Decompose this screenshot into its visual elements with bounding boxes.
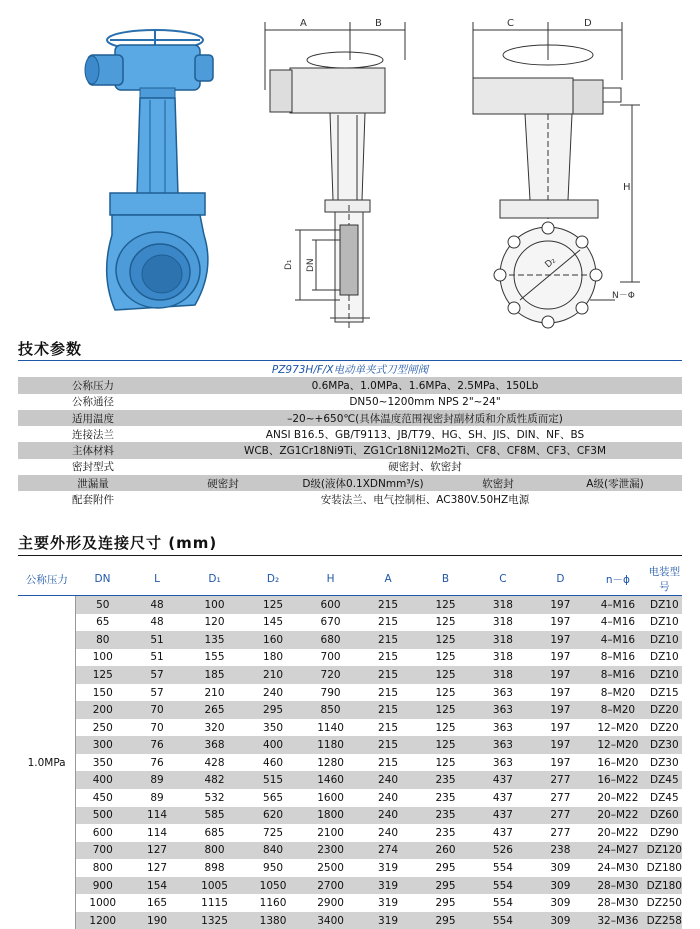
dim-label-b: B (375, 18, 382, 29)
table-cell: 125 (417, 596, 474, 614)
table-cell: 277 (532, 824, 589, 842)
table-cell: 125 (417, 631, 474, 649)
table-cell: 215 (359, 649, 416, 667)
table-cell: 89 (129, 771, 184, 789)
table-cell: 70 (129, 719, 184, 737)
table-cell: 80 (76, 631, 130, 649)
table-row (18, 649, 682, 667)
table-cell: 318 (474, 649, 531, 667)
table-cell: 197 (532, 701, 589, 719)
table-cell: 319 (359, 859, 416, 877)
table-cell: 260 (417, 842, 474, 860)
table-cell: 274 (359, 842, 416, 860)
table-cell: 428 (185, 754, 245, 772)
table-cell: 48 (129, 614, 184, 632)
table-cell: 114 (129, 807, 184, 825)
table-cell: 57 (129, 666, 184, 684)
table-cell: 210 (244, 666, 302, 684)
table-cell: 840 (244, 842, 302, 860)
table-cell: 363 (474, 736, 531, 754)
table-cell: 319 (359, 877, 416, 895)
dim-label-d2: D₂ (544, 256, 559, 271)
table-cell: 368 (185, 736, 245, 754)
table-cell: 145 (244, 614, 302, 632)
table-cell: 850 (302, 701, 360, 719)
table-cell: 20–M22 (589, 789, 647, 807)
front-view-drawing (473, 22, 640, 330)
spec-value: 硬密封、软密封 (168, 459, 682, 475)
table-cell: 554 (474, 894, 531, 912)
table-cell: 114 (129, 824, 184, 842)
table-cell: DZ10 (647, 649, 682, 667)
dims-body (18, 596, 682, 929)
table-cell: 1140 (302, 719, 360, 737)
table-cell: 215 (359, 684, 416, 702)
table-cell: 197 (532, 736, 589, 754)
table-cell: 200 (76, 701, 130, 719)
table-cell: 554 (474, 859, 531, 877)
table-cell: 318 (474, 666, 531, 684)
spec-header-row (18, 361, 682, 378)
table-cell: 800 (76, 859, 130, 877)
col-d: D (532, 563, 589, 596)
side-section-drawing (265, 22, 405, 330)
table-cell: 215 (359, 701, 416, 719)
table-cell: 685 (185, 824, 245, 842)
table-cell: 197 (532, 666, 589, 684)
table-cell: 437 (474, 789, 531, 807)
table-cell: 125 (76, 666, 130, 684)
table-cell: DZ45 (647, 771, 682, 789)
dim-label-d: D (584, 18, 592, 29)
table-cell: 197 (532, 649, 589, 667)
table-cell: 51 (129, 649, 184, 667)
table-cell: 554 (474, 877, 531, 895)
spec-label: 公称压力 (18, 377, 168, 393)
table-cell: 76 (129, 754, 184, 772)
table-cell: 1280 (302, 754, 360, 772)
spec-section-title: 技术参数 (18, 338, 82, 359)
leak-hard-grade: D级(液体0.1XDNmm³/s) (278, 475, 448, 491)
table-cell: 197 (532, 719, 589, 737)
table-cell: 309 (532, 877, 589, 895)
spec-label: 泄漏量 (18, 475, 168, 491)
pressure-cell: 1.0MPa (18, 596, 76, 929)
col-d1: D₁ (185, 563, 245, 596)
table-cell: 240 (359, 807, 416, 825)
dim-label-d1: D₁ (284, 259, 294, 270)
table-cell: 235 (417, 789, 474, 807)
col-n-phi: n－ϕ (589, 563, 647, 596)
table-cell: 1050 (244, 877, 302, 895)
table-cell: 197 (532, 684, 589, 702)
table-row (18, 912, 682, 929)
spec-value: WCB、ZG1Cr18Ni9Ti、ZG1Cr18Ni12Mo2Ti、CF8、CF8M、CF3、CF3M (168, 442, 682, 458)
table-cell: 76 (129, 736, 184, 754)
col-c: C (474, 563, 531, 596)
spec-leak-row (18, 475, 682, 491)
table-cell: 4–M16 (589, 596, 647, 614)
table-cell: 24–M30 (589, 859, 647, 877)
dim-label-dn: DN (306, 258, 316, 272)
table-cell: 2900 (302, 894, 360, 912)
table-row (18, 807, 682, 825)
col-actuator: 电装型号 (647, 563, 682, 596)
table-cell: 238 (532, 842, 589, 860)
spec-header: PZ973H/F/X电动单夹式刀型闸阀 (18, 361, 682, 378)
table-cell: 185 (185, 666, 245, 684)
table-cell: 500 (76, 807, 130, 825)
spec-label: 连接法兰 (18, 426, 168, 442)
table-cell: 295 (417, 859, 474, 877)
col-b: B (417, 563, 474, 596)
col-h: H (302, 563, 360, 596)
col-dn: DN (76, 563, 130, 596)
table-cell: 950 (244, 859, 302, 877)
table-cell: 155 (185, 649, 245, 667)
table-cell: 1000 (76, 894, 130, 912)
table-cell: 670 (302, 614, 360, 632)
spec-row (18, 394, 682, 410)
table-cell: 1325 (185, 912, 245, 929)
table-cell: 65 (76, 614, 130, 632)
table-cell: DZ30 (647, 736, 682, 754)
table-cell: 309 (532, 912, 589, 929)
table-cell: 127 (129, 842, 184, 860)
table-cell: 2100 (302, 824, 360, 842)
table-cell: 350 (76, 754, 130, 772)
table-cell: 318 (474, 614, 531, 632)
dims-table (18, 563, 682, 929)
table-cell: 125 (417, 701, 474, 719)
table-cell: 898 (185, 859, 245, 877)
dim-label-n-phi: N－Φ (612, 291, 635, 301)
table-cell: 125 (417, 754, 474, 772)
table-row (18, 842, 682, 860)
table-cell: 120 (185, 614, 245, 632)
table-cell: DZ180 (647, 859, 682, 877)
table-cell: 135 (185, 631, 245, 649)
table-cell: 100 (76, 649, 130, 667)
table-cell: 526 (474, 842, 531, 860)
table-cell: 2500 (302, 859, 360, 877)
table-row (18, 631, 682, 649)
table-cell: 565 (244, 789, 302, 807)
table-cell: 125 (417, 649, 474, 667)
table-cell: 1115 (185, 894, 245, 912)
spec-label: 公称通径 (18, 394, 168, 410)
table-cell: DZ60 (647, 807, 682, 825)
table-cell: DZ45 (647, 789, 682, 807)
table-cell: 89 (129, 789, 184, 807)
table-cell: 57 (129, 684, 184, 702)
spec-value: 0.6MPa、1.0MPa、1.6MPa、2.5MPa、150Lb (168, 377, 682, 393)
table-row (18, 754, 682, 772)
table-row (18, 789, 682, 807)
table-cell: DZ90 (647, 824, 682, 842)
spec-value: DN50~1200mm NPS 2"~24" (168, 394, 682, 410)
table-cell: 197 (532, 631, 589, 649)
table-cell: DZ20 (647, 701, 682, 719)
table-cell: 4–M16 (589, 614, 647, 632)
table-row (18, 596, 682, 614)
spec-label: 主体材料 (18, 442, 168, 458)
table-cell: DZ20 (647, 719, 682, 737)
table-cell: 215 (359, 631, 416, 649)
table-cell: 363 (474, 684, 531, 702)
table-cell: 680 (302, 631, 360, 649)
table-cell: 363 (474, 719, 531, 737)
leak-soft-grade: A级(零泄漏) (548, 475, 682, 491)
table-cell: 20–M22 (589, 824, 647, 842)
table-cell: 235 (417, 807, 474, 825)
table-row (18, 614, 682, 632)
table-cell: 12–M20 (589, 719, 647, 737)
dim-label-a: A (300, 18, 307, 29)
table-row (18, 701, 682, 719)
table-cell: DZ10 (647, 631, 682, 649)
leak-soft-seal: 软密封 (448, 475, 548, 491)
spec-value: ANSI B16.5、GB/T9113、JB/T79、HG、SH、JIS、DIN、NF、BS (168, 426, 682, 442)
table-cell: 318 (474, 631, 531, 649)
table-cell: 620 (244, 807, 302, 825)
table-row (18, 719, 682, 737)
table-cell: 215 (359, 614, 416, 632)
table-cell: 532 (185, 789, 245, 807)
table-cell: 600 (76, 824, 130, 842)
table-cell: 295 (417, 877, 474, 895)
table-cell: 197 (532, 596, 589, 614)
table-cell: 720 (302, 666, 360, 684)
table-cell: 240 (359, 789, 416, 807)
table-cell: 265 (185, 701, 245, 719)
table-cell: 1460 (302, 771, 360, 789)
col-a: A (359, 563, 416, 596)
table-cell: 127 (129, 859, 184, 877)
table-cell: DZ120 (647, 842, 682, 860)
table-cell: 210 (185, 684, 245, 702)
table-cell: DZ10 (647, 666, 682, 684)
table-cell: 700 (302, 649, 360, 667)
table-cell: 585 (185, 807, 245, 825)
table-cell: 240 (359, 824, 416, 842)
table-cell: 32–M36 (589, 912, 647, 929)
table-cell: 16–M20 (589, 754, 647, 772)
table-cell: 8–M20 (589, 701, 647, 719)
spec-row (18, 491, 682, 507)
table-cell: 125 (417, 614, 474, 632)
table-cell: 1380 (244, 912, 302, 929)
table-cell: DZ10 (647, 614, 682, 632)
spec-row (18, 377, 682, 393)
table-cell: 235 (417, 771, 474, 789)
spec-row (18, 426, 682, 442)
spec-table (18, 360, 682, 508)
table-cell: 319 (359, 912, 416, 929)
table-cell: 295 (244, 701, 302, 719)
table-row (18, 859, 682, 877)
table-cell: 482 (185, 771, 245, 789)
table-cell: 309 (532, 859, 589, 877)
table-cell: 154 (129, 877, 184, 895)
table-cell: 8–M16 (589, 649, 647, 667)
table-cell: 100 (185, 596, 245, 614)
spec-value: 安装法兰、电气控制柜、AC380V.50HZ电源 (168, 491, 682, 507)
col-d2: D₂ (244, 563, 302, 596)
table-cell: 16–M22 (589, 771, 647, 789)
table-row (18, 877, 682, 895)
table-cell: 235 (417, 824, 474, 842)
table-cell: 28–M30 (589, 877, 647, 895)
table-row (18, 894, 682, 912)
table-cell: 125 (417, 736, 474, 754)
table-cell: 165 (129, 894, 184, 912)
table-cell: 363 (474, 701, 531, 719)
table-cell: DZ15 (647, 684, 682, 702)
table-cell: 318 (474, 596, 531, 614)
table-cell: 125 (417, 666, 474, 684)
dims-header-row (18, 563, 682, 596)
table-cell: 2700 (302, 877, 360, 895)
table-cell: 215 (359, 754, 416, 772)
table-cell: 2300 (302, 842, 360, 860)
leak-hard-seal: 硬密封 (168, 475, 278, 491)
table-cell: 1600 (302, 789, 360, 807)
table-row (18, 684, 682, 702)
table-cell: 125 (244, 596, 302, 614)
table-cell: 800 (185, 842, 245, 860)
table-cell: 295 (417, 912, 474, 929)
table-cell: 300 (76, 736, 130, 754)
table-cell: 295 (417, 894, 474, 912)
spec-row (18, 459, 682, 475)
dims-section-title: 主要外形及连接尺寸 (mm) (18, 532, 217, 553)
table-cell: 554 (474, 912, 531, 929)
table-cell: 197 (532, 754, 589, 772)
dim-label-h: H (623, 182, 631, 193)
table-cell: 400 (76, 771, 130, 789)
table-cell: 24–M27 (589, 842, 647, 860)
table-cell: 700 (76, 842, 130, 860)
table-cell: DZ258 (647, 912, 682, 929)
dims-title-rule (18, 555, 682, 556)
table-cell: 363 (474, 754, 531, 772)
valve-drawings (0, 0, 700, 335)
table-cell: 350 (244, 719, 302, 737)
table-cell: DZ10 (647, 596, 682, 614)
dim-label-c: C (507, 18, 514, 29)
table-cell: 900 (76, 877, 130, 895)
table-cell: 437 (474, 771, 531, 789)
table-cell: 790 (302, 684, 360, 702)
table-cell: 309 (532, 894, 589, 912)
table-cell: 515 (244, 771, 302, 789)
table-cell: 48 (129, 596, 184, 614)
table-cell: 51 (129, 631, 184, 649)
table-cell: DZ250 (647, 894, 682, 912)
table-cell: 215 (359, 596, 416, 614)
table-cell: 197 (532, 614, 589, 632)
table-cell: 1200 (76, 912, 130, 929)
table-cell: 160 (244, 631, 302, 649)
table-row (18, 771, 682, 789)
table-cell: 70 (129, 701, 184, 719)
table-cell: 240 (359, 771, 416, 789)
table-row (18, 736, 682, 754)
spec-row (18, 410, 682, 426)
table-cell: 600 (302, 596, 360, 614)
table-cell: DZ180 (647, 877, 682, 895)
table-cell: 240 (244, 684, 302, 702)
table-cell: 277 (532, 789, 589, 807)
table-cell: 1180 (302, 736, 360, 754)
table-cell: 1005 (185, 877, 245, 895)
table-cell: 180 (244, 649, 302, 667)
table-cell: DZ30 (647, 754, 682, 772)
table-row (18, 666, 682, 684)
table-cell: 1800 (302, 807, 360, 825)
table-cell: 460 (244, 754, 302, 772)
table-cell: 320 (185, 719, 245, 737)
table-cell: 8–M16 (589, 666, 647, 684)
spec-value: –20~+650℃(具体温度范围视密封副材质和介质性质而定) (168, 410, 682, 426)
table-cell: 250 (76, 719, 130, 737)
spec-label: 适用温度 (18, 410, 168, 426)
table-cell: 3400 (302, 912, 360, 929)
table-cell: 215 (359, 736, 416, 754)
spec-row (18, 442, 682, 458)
table-cell: 450 (76, 789, 130, 807)
table-cell: 20–M22 (589, 807, 647, 825)
table-cell: 437 (474, 807, 531, 825)
table-cell: 8–M20 (589, 684, 647, 702)
table-cell: 28–M30 (589, 894, 647, 912)
table-cell: 725 (244, 824, 302, 842)
table-row (18, 824, 682, 842)
table-cell: 400 (244, 736, 302, 754)
table-cell: 319 (359, 894, 416, 912)
col-pressure: 公称压力 (18, 563, 76, 596)
table-cell: 277 (532, 807, 589, 825)
spec-label: 配套附件 (18, 491, 168, 507)
table-cell: 190 (129, 912, 184, 929)
table-cell: 12–M20 (589, 736, 647, 754)
table-cell: 125 (417, 684, 474, 702)
table-cell: 125 (417, 719, 474, 737)
table-cell: 1160 (244, 894, 302, 912)
table-cell: 50 (76, 596, 130, 614)
table-cell: 277 (532, 771, 589, 789)
spec-label: 密封型式 (18, 459, 168, 475)
valve-3d-illustration (85, 30, 213, 310)
table-cell: 215 (359, 719, 416, 737)
table-cell: 150 (76, 684, 130, 702)
table-cell: 215 (359, 666, 416, 684)
col-l: L (129, 563, 184, 596)
table-cell: 4–M16 (589, 631, 647, 649)
table-cell: 437 (474, 824, 531, 842)
